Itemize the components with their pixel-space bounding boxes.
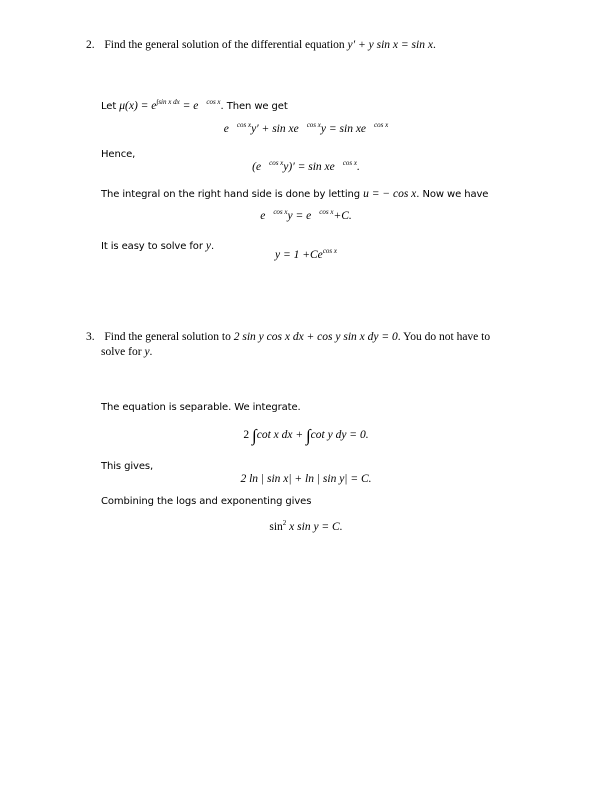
equation-logs: 2 ln | sin x| + ln | sin y| = C. [240, 473, 372, 485]
integrating-factor-line [101, 96, 288, 114]
equation-separated-integrals [0, 426, 612, 446]
mu-equals: = e [179, 100, 199, 112]
eq-term: y′ + sin xe [251, 123, 299, 135]
equation-product-rule [0, 161, 612, 173]
eq-exponent: cos x [342, 159, 357, 167]
eq-term: x sin y = C. [286, 521, 343, 533]
integral-explanation [101, 184, 488, 202]
mu-expression [119, 100, 220, 112]
eq-term: e [223, 123, 229, 135]
problem-prompt: Find the general solution to [104, 331, 234, 343]
eq-term: e [260, 210, 266, 222]
mu-exponent-2: cos x [206, 98, 221, 106]
hence-text: Hence, [101, 149, 136, 160]
now-we-have-text: . Now we have [416, 189, 489, 200]
integral-text: The integral on the right hand side is done by letting [101, 189, 364, 200]
equation-solution [0, 249, 612, 261]
integrand-2: cot y dy = 0. [310, 429, 369, 441]
substitution: u = − cos x [363, 188, 417, 200]
integral-sign: ∫ [252, 426, 257, 445]
let-text: Let [101, 101, 120, 112]
eq-term: (e [252, 161, 262, 173]
eq-exponent: cos x [236, 121, 252, 129]
eq-exponent: cos x [374, 121, 389, 129]
eq-exponent: cos x [322, 247, 337, 255]
problem-3-statement [86, 331, 490, 343]
problem-prompt-line2: solve for [101, 346, 145, 358]
eq-exponent: cos x [319, 208, 334, 216]
problem-number: 2. [86, 39, 95, 51]
prompt-period: . [149, 346, 153, 358]
eq-exponent: cos x [269, 159, 284, 167]
eq-period: . [356, 161, 360, 173]
coefficient: 2 [243, 429, 250, 441]
gives-text: This gives, [101, 461, 154, 472]
eq-term: sin [269, 521, 283, 533]
problem-prompt: Find the general solution of the differential equation [104, 39, 348, 51]
eq-term: y = sin xe [320, 123, 367, 135]
problem-number: 3. [86, 331, 95, 343]
integrand-1: cot x dx + [256, 429, 304, 441]
prompt-equation: 2 sin y cos x dx + cos y sin x dy = 0 [233, 331, 398, 343]
integral-sign: ∫ [306, 426, 311, 445]
problem-prompt-cont: . You do not have to [397, 331, 491, 343]
prompt-period: . [432, 39, 436, 51]
mu-exponent: ∫sin x dx [156, 98, 180, 106]
prompt-variable: y [144, 346, 150, 358]
solve-period: . [211, 241, 215, 252]
eq-exponent: 2 [282, 519, 287, 527]
then-text: . Then we get [220, 101, 288, 112]
eq-term: y = 1 +Ce [275, 249, 323, 261]
problem-3-statement-line2 [101, 346, 152, 358]
eq-term: y)′ = sin xe [283, 161, 335, 173]
prompt-equation: y′ + y sin x = sin x [347, 39, 433, 51]
eq-exponent: cos x [273, 208, 288, 216]
combining-text: Combining the logs and exponenting gives [101, 496, 312, 507]
eq-term: y = e [287, 210, 312, 222]
separable-text: The equation is separable. We integrate. [101, 402, 301, 413]
equation-integrated [0, 210, 612, 222]
equation-final [0, 521, 612, 533]
problem-2-statement [86, 39, 436, 51]
solve-text: It is easy to solve for [101, 241, 206, 252]
eq-exponent: cos x [306, 121, 321, 129]
eq-term: +C. [333, 210, 352, 222]
equation-multiplied [0, 123, 612, 135]
mu-base: μ(x) = e [119, 100, 157, 112]
solve-variable: y [205, 240, 212, 252]
